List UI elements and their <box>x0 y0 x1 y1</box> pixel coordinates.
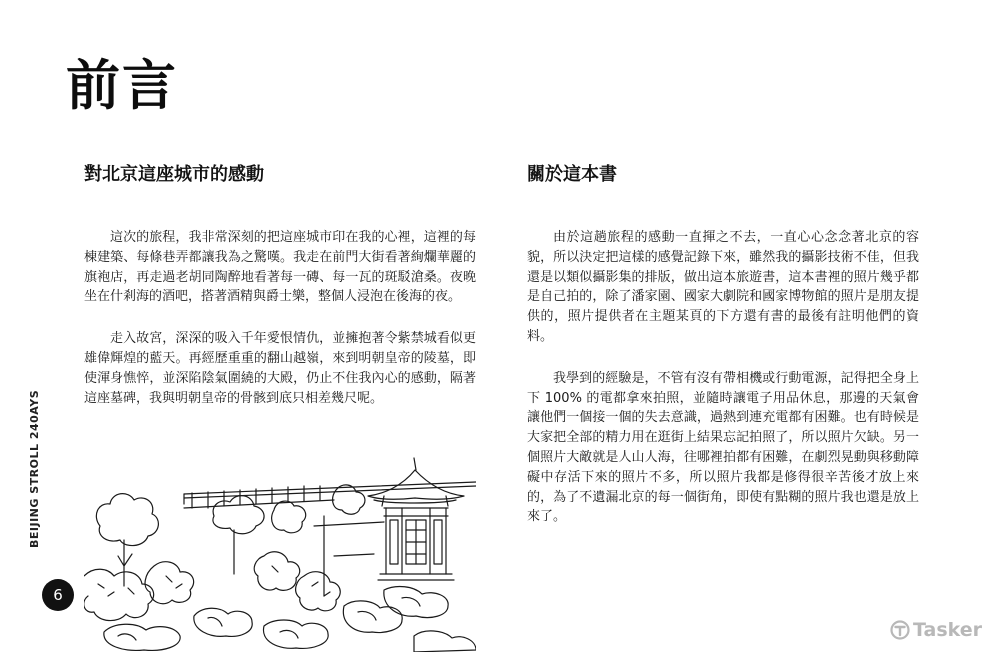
left-paragraphs <box>84 228 476 408</box>
page-title: 前言 <box>66 54 178 117</box>
left-paragraph-2: 走入故宮，深深的吸入千年愛恨情仇，並擁抱著令紫禁城看似更雄偉輝煌的藍天。再經歷重重的翻山越嶺，來到明朝皇帝的陵墓，即使渾身憔悴，並深陷陰氣圍繞的大殿，仍止不住我內心的感動，隔著這座墓碑，我與明朝皇帝的骨骸到底只相差幾尺呢。 <box>84 331 476 406</box>
tasker-logo-icon <box>890 620 910 640</box>
left-paragraph-1: 這次的旅程，我非常深刻的把這座城市印在我的心裡，這裡的每棟建築、每條巷弄都讓我為之驚嘆。我走在前門大街看著絢爛華麗的旗袍店，再走過老胡同陶醉地看著每一磚、每一瓦的斑駁滄桑。夜晚坐在什剎海的酒吧，搭著酒精與爵士樂，整個人浸泡在後海的夜。 <box>84 230 476 305</box>
watermark <box>890 619 982 641</box>
right-paragraph-1: 由於這趟旅程的感動一直揮之不去，一直心心念念著北京的容貌，所以決定把這樣的感覺記錄下來，雖然我的攝影技術不佳，但我還是以類似攝影集的排版，做出這本旅遊書，這本書裡的照片幾乎都是自己拍的，除了潘家園、國家大劇院和國家博物館的照片是朋友提供的，照片提供者在主題某頁的下方還有書的最後有註明他們的資料。 <box>527 230 919 344</box>
right-column <box>527 160 919 549</box>
right-paragraphs <box>527 228 919 527</box>
pavilion-garden-illustration <box>84 456 476 652</box>
watermark-text: Tasker <box>913 619 983 641</box>
left-section-heading: 對北京這座城市的感動 <box>84 164 264 185</box>
left-column <box>84 160 476 430</box>
right-section-heading: 關於這本書 <box>527 164 617 185</box>
page-number-badge: 6 <box>42 579 74 611</box>
side-book-title: BEIJING STROLL 240AYS <box>28 389 41 548</box>
right-paragraph-2: 我學到的經驗是，不管有沒有帶相機或行動電源，記得把全身上下 100% 的電都拿來拍照，並隨時讓電子用品休息，那邊的天氣會讓他們一個接一個的失去意識，過熱到連充電都有困難。也有時候是大家把全部的精力用在逛街上結果忘記拍照了，所以照片欠缺。另一個照片大敵就是人山人海，往哪裡拍都有困難，在劇烈晃動與移動障礙中存活下來的照片不多，所以照片我都是修得很辛苦後才放上來的，為了不遺漏北京的每一個街角，即使有點糊的照片我也還是放上來了。 <box>527 370 919 525</box>
